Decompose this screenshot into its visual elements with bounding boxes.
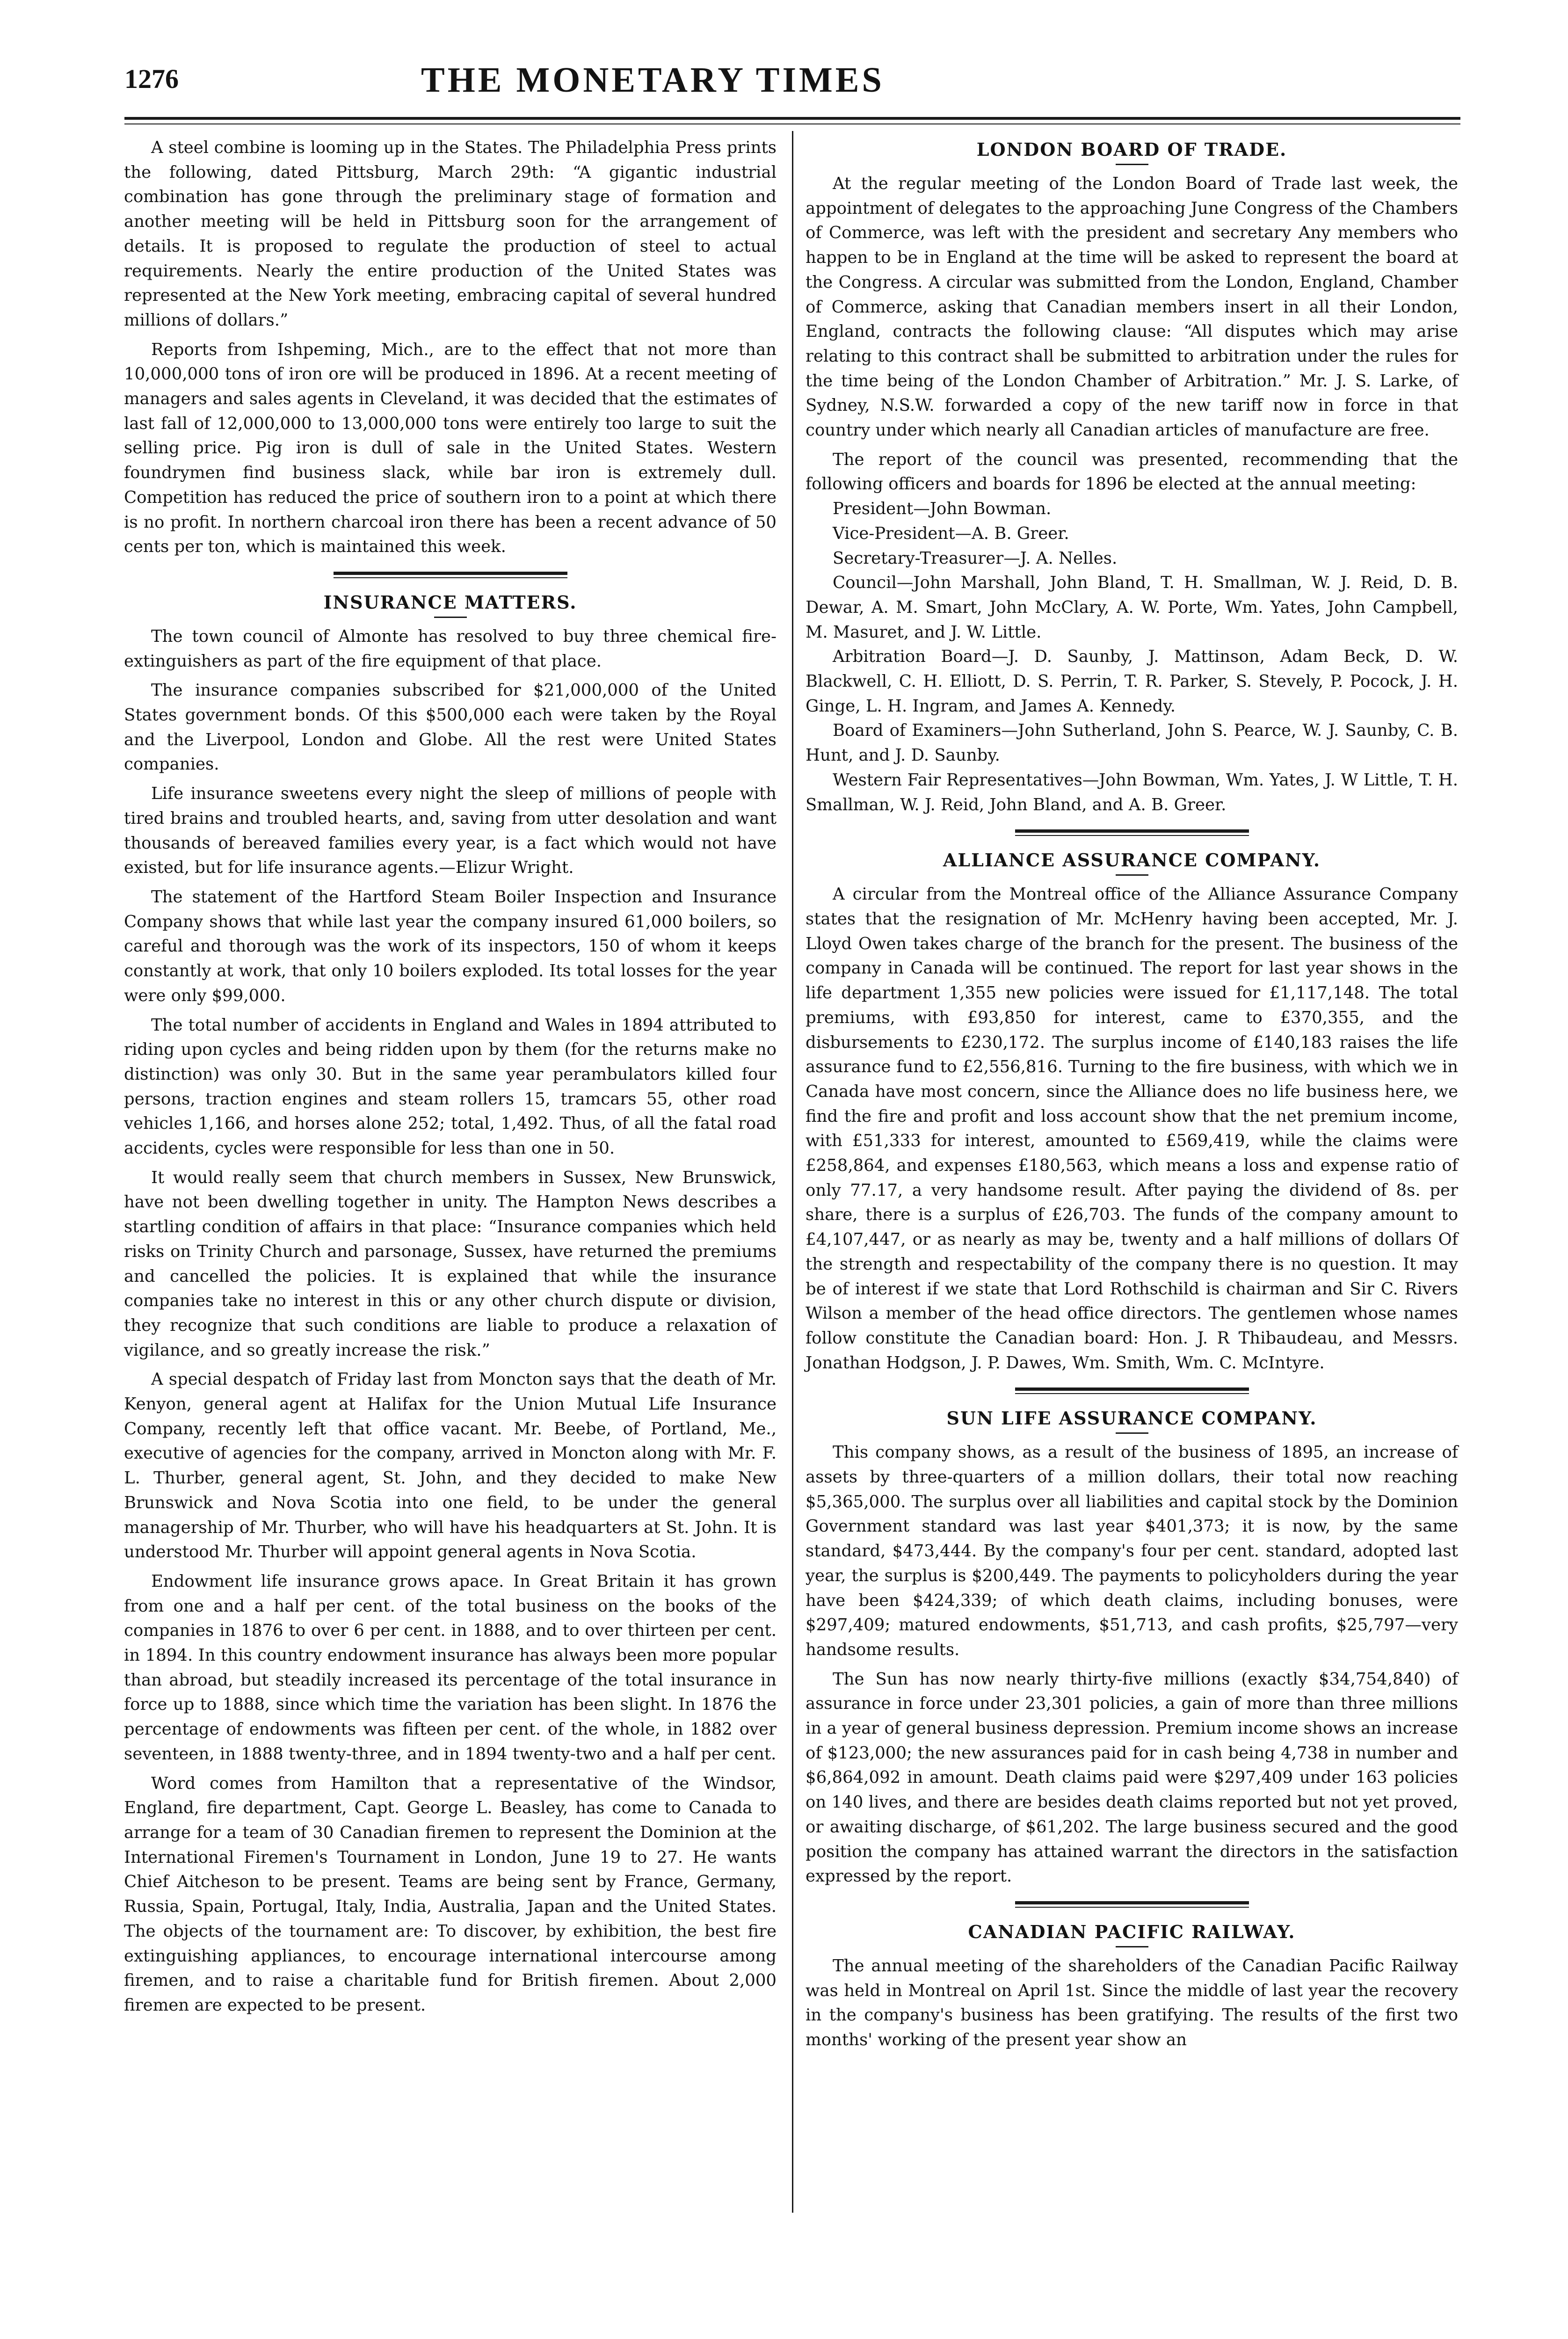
column-divider (792, 131, 793, 2213)
paragraph-canadian-pacific: The annual meeting of the shareholders of the Canadian Pacific Railway was held in Montreal on April 1st. Since the middle of last year the recovery in the company's business has been gratifying. The results of the first two months' working of the present year show an (806, 1956, 1458, 2050)
paragraph-firemen: Word comes from Hamilton that a representative of the Windsor, England, fire department, Capt. George L. Beasley, has come to Canada to arrange for a team of 30 Canadian firemen to represent the Dominion at the International Firemen's Tournament in London, June 19 to 27. He wants Chief Aitcheson to be present. Teams are being sent by France, Germany, Russia, Spain, Portugal, Italy, India, Australia, Japan and the United States. The objects of the tournament are: To discover, by exhibition, the best fire extinguishing appliances, to encourage international intercourse among firemen, and to raise a charitable fund for British firemen. About 2,000 firemen are expected to be present. (124, 1773, 777, 2015)
paragraph-accidents: The total number of accidents in England and Wales in 1894 attributed to riding upon cycles and being ridden upon by them (for the returns make no distinction) was only 30. But in the same year perambulators killed four persons, traction engines and steam rollers 15, tramcars 55, other road vehicles 1,166, and horses alone 252; total, 1,492. Thus, of all the fatal road accidents, cycles were responsible for less than one in 50. (124, 1015, 777, 1158)
paragraph-council-report: The report of the council was presented, recommending that the following officers and boards for 1896 be elected at the annual meeting: (806, 450, 1458, 494)
masthead-title: THE MONETARY TIMES (421, 60, 885, 100)
page-number: 1276 (124, 64, 179, 94)
paragraph-london-meeting: At the regular meeting of the London Board of Trade last week, the appointment of delegates to the approaching June Congress of the Chambers of Commerce, was left with the president and secretary Any members who happen to be in England at the time will be asked to represent the board at the Congress. A circular was submitted from the London, England, Chamber of Commerce, asking that Canadian members insert in all their London, England, contracts the following clause: “All disputes which may arise relating to this contract shall be submitted to arbitration under the rules for the time being of the London Chamber of Arbitration.” Mr. J. S. Larke, of Sydney, N.S.W. forwarded a copy of the new tariff now in force in that country under which nearly all Canadian articles of manufacture are free. (806, 174, 1458, 440)
header-rule-thin (124, 123, 1460, 124)
heading-underline (1116, 1432, 1148, 1434)
paragraph-sussex-church: It would really seem that church members in Sussex, New Brunswick, have not been dwelling together in unity. The Hampton News describes a startling condition of affairs in that place: “Insurance companies which held risks on Trinity Church and parsonage, Sussex, have returned the premiums and cancelled the policies. It is explained that while the insurance companies take no interest in this or any other church dispute or division, they recognize that such conditions are liable to produce a relaxation of vigilance, and so greatly increase the risk.” (124, 1168, 777, 1360)
heading-alliance: ALLIANCE ASSURANCE COMPANY. (943, 850, 1321, 871)
section-separator (1015, 829, 1249, 836)
heading-sun-life: SUN LIFE ASSURANCE COMPANY. (946, 1408, 1317, 1429)
article-steel-combine: A steel combine is looming up in the States. The Philadelphia Press prints the following, dated Pittsburg, March 29th: “A gigantic industrial combination has gone through the preliminary stage of formation and another meeting will be held in Pittsburg soon for the arrangement of details. It is proposed to regulate the production of steel to actual requirements. Nearly the entire production of the United States was represented at the New York meeting, embracing capital of several hundred millions of dollars.” (124, 138, 777, 330)
board-arbitration: Arbitration Board—J. D. Saunby, J. Mattinson, Adam Beck, D. W. Blackwell, C. H. Elliott, D. S. Perrin, T. R. Parker, S. Stevely, P. Pocock, J. H. Ginge, L. H. Ingram, and James A. Kennedy. (806, 647, 1458, 716)
header-rule (124, 117, 1460, 120)
heading-underline (434, 617, 467, 618)
paragraph-endowment: Endowment life insurance grows apace. In Great Britain it has grown from one and a half per cent. of the total business on the books of the companies in 1876 to over 6 per cent. in 1888, and to over thirteen per cent. in 1894. In this country endowment insurance has always been more popular than abroad, but steadily increased its percentage of the total insurance in force up to 1888, since which time the variation has been slight. In 1876 the percentage of endowments was fifteen per cent. of the whole, in 1882 over seventeen, in 1888 twenty-three, and in 1894 twenty-two and a half per cent. (124, 1571, 777, 1764)
heading-insurance-matters: INSURANCE MATTERS. (323, 591, 577, 613)
heading-london-board: LONDON BOARD OF TRADE. (976, 139, 1287, 160)
section-separator (1015, 1387, 1249, 1394)
paragraph-sun-life-1: This company shows, as a result of the business of 1895, an increase of assets by three-quarters of a million dollars, their total now reaching $5,365,000. The surplus over all liabilities and capital stock by the Dominion Government standard was last year $401,373; it is now, by the same standard, $473,444. By the company's four per cent. standard, adopted last year, the surplus is $200,449. The payments to policyholders during the year have been $424,339; of which death claims, including bonuses, were $297,409; matured endowments, $51,713, and cash profits, $25,797—very handsome results. (806, 1443, 1458, 1659)
paragraph-alliance: A circular from the Montreal office of the Alliance Assurance Company states that the resignation of Mr. McHenry having been accepted, Mr. J. Lloyd Owen takes charge of the branch for the present. The business of the company in Canada will be continued. The report for last year shows in the life department 1,355 new policies were issued for £1,117,148. The total premiums, with £93,850 for interest, came to £370,355, and the disbursements to £230,172. The surplus income of £140,183 raises the life assurance fund to £2,556,816. Turning to the fire business, with which we in Canada have most concern, since the Alliance does no life business here, we find the fire and profit and loss account show that the net premium income, with £51,333 for interest, amounted to £569,419, while the claims were £258,864, and expenses £180,563, which means a loss and expense ratio of only 77.17, a very handsome result. After paying the dividend of 8s. per share, there is a surplus of £26,703. The funds of the company amount to £4,107,447, or as nearly as may be, twenty and a half millions of dollars Of the strength and respectability of the company there is no question. It may be of interest if we state that Lord Rothschild is chairman and Sir C. Rivers Wilson a member of the head office directors. The gentlemen whose names follow constitute the Canadian board: Hon. J. R Thibaudeau, and Messrs. Jonathan Hodgson, J. P. Dawes, Wm. Smith, Wm. C. McIntyre. (806, 885, 1458, 1373)
paragraph-almonte: The town council of Almonte has resolved to buy three chemical fire-extinguishers as part of the fire equipment of that place. (124, 626, 777, 671)
paragraph-hartford-boiler: The statement of the Hartford Steam Boiler Inspection and Insurance Company shows that while last year the company insured 61,000 boilers, so careful and thorough was the work of its inspectors, 150 of whom it keeps constantly at work, that only 10 boilers exploded. Its total losses for the year were only $99,000. (124, 887, 777, 1005)
paragraph-life-insurance: Life insurance sweetens every night the sleep of millions of people with tired brains and troubled hearts, and, saving from utter desolation and want thousands of bereaved families every year, is a fact which would not have existed, but for life insurance agents.—Elizur Wright. (124, 784, 777, 878)
board-examiners: Board of Examiners—John Sutherland, John S. Pearce, W. J. Saunby, C. B. Hunt, and J. D. Saunby. (806, 721, 1458, 765)
paragraph-moncton: A special despatch of Friday last from Moncton says that the death of Mr. Kenyon, general agent at Halifax for the Union Mutual Life Insurance Company, recently left that office vacant. Mr. Beebe, of Portland, Me., executive of agencies for the company, arrived in Moncton along with Mr. F. L. Thurber, general agent, St. John, and they decided to make New Brunswick and Nova Scotia into one field, to be under the general managership of Mr. Thurber, who will have his headquarters at St. John. It is understood Mr. Thurber will appoint general agents in Nova Scotia. (124, 1370, 777, 1562)
officer-president: President—John Bowman. (833, 499, 1052, 519)
article-iron-ore: Reports from Ishpeming, Mich., are to the effect that not more than 10,000,000 tons of iron ore will be produced in 1896. At a recent meeting of managers and sales agents in Cleveland, it was decided that the estimates of last fall of 12,000,000 to 13,000,000 tons were entirely too large to suit the selling price. Pig iron is dull of sale in the United States. Western foundrymen find business slack, while bar iron is extremely dull. Competition has reduced the price of southern iron to a point at which there is no profit. In northern charcoal iron there has been a recent advance of 50 cents per ton, which is maintained this week. (124, 340, 777, 557)
board-western-fair: Western Fair Representatives—John Bowman, Wm. Yates, J. W Little, T. H. Smallman, W. J. Reid, John Bland, and A. B. Greer. (806, 770, 1458, 814)
heading-canadian-pacific: CANADIAN PACIFIC RAILWAY. (968, 1921, 1296, 1942)
left-column (124, 136, 777, 2023)
heading-underline (1116, 1946, 1148, 1947)
board-council: Council—John Marshall, John Bland, T. H. Smallman, W. J. Reid, D. B. Dewar, A. M. Smart, John McClary, A. W. Porte, Wm. Yates, John Campbell, M. Masuret, and J. W. Little. (806, 573, 1458, 642)
paragraph-government-bonds: The insurance companies subscribed for $21,000,000 of the United States government bonds. Of this $500,000 each were taken by the Royal and the Liverpool, London and Globe. All the rest were United States companies. (124, 681, 777, 774)
heading-underline (1116, 164, 1148, 165)
paragraph-sun-life-2: The Sun has now nearly thirty-five millions (exactly $34,754,840) of assurance in force under 23,301 policies, a gain of more than three millions in a year of general business depression. Premium income shows an increase of $123,000; the new assurances paid for in cash being 4,738 in number and $6,864,092 in amount. Death claims paid were $297,409 under 163 policies on 140 lives, and there are besides death claims reported but not yet proved, or awaiting discharge, of $61,202. The large business secured and the good position the company has attained warrant the directors in the satisfaction expressed by the report. (806, 1669, 1458, 1886)
section-separator (1015, 1901, 1249, 1908)
officer-secretary: Secretary-Treasurer—J. A. Nelles. (833, 548, 1118, 568)
heading-underline (1116, 874, 1148, 876)
right-column (806, 136, 1458, 2057)
section-separator (334, 572, 567, 578)
officer-vice-president: Vice-President—A. B. Greer. (833, 523, 1069, 543)
